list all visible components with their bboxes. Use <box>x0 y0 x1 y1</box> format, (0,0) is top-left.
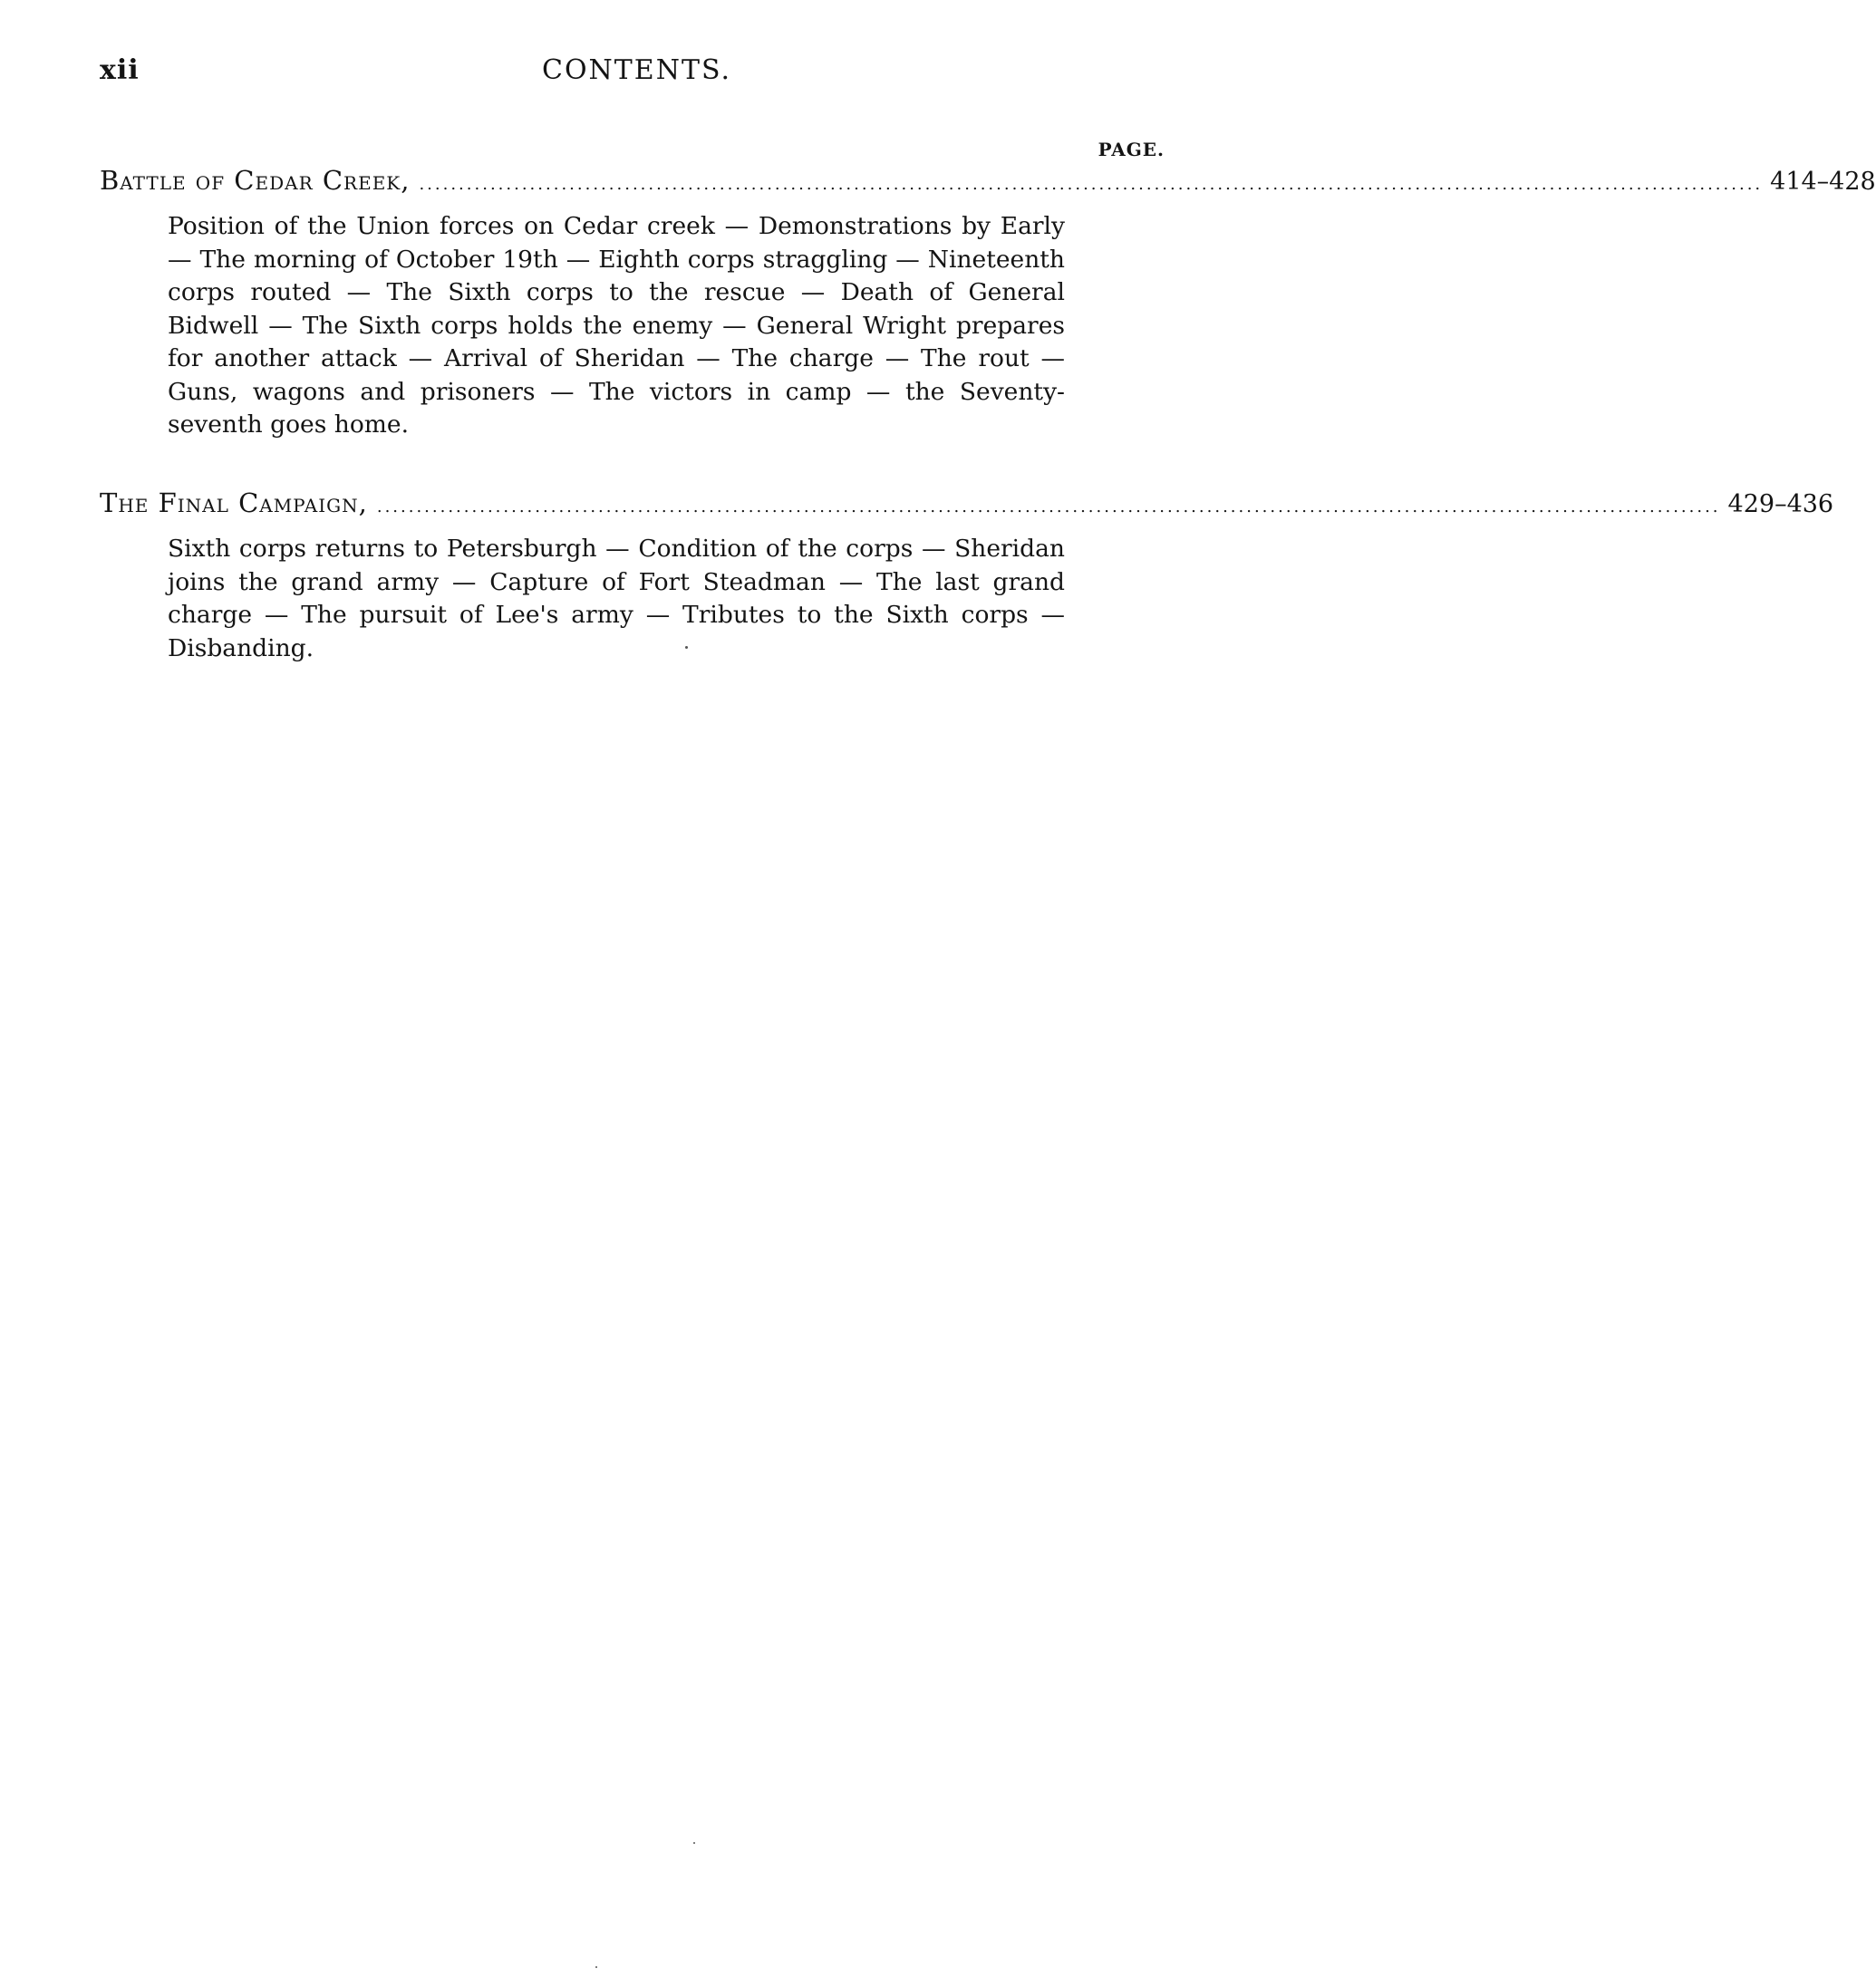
toc-entry-pages: 429–436 <box>1727 490 1834 518</box>
scan-speck <box>595 1966 597 1968</box>
running-head: CONTENTS. <box>542 54 731 86</box>
scan-speck <box>693 1842 695 1844</box>
dot-leader: .......................................................................................................................................................................... <box>419 175 1764 194</box>
toc-entry-heading <box>100 487 1834 518</box>
page-number: xii <box>100 54 140 86</box>
toc-entry-heading <box>100 165 1876 196</box>
toc-entry-title: The Final Campaign, <box>100 487 368 518</box>
toc-entry-title: Battle of Cedar Creek, <box>100 165 411 196</box>
dot-leader: .......................................................................................................................................................................... <box>376 497 1721 516</box>
scan-speck <box>685 646 688 649</box>
toc-entry-summary: Position of the Union forces on Cedar creek — Demonstrations by Early — The morning of October 19th — Eighth corps straggling — Nineteenth corps routed — The Sixth corps to the rescue — Death of General Bidwell — The Sixth corps holds the enemy — General Wright prepares for another attack — Arrival of Sheridan — The charge — The rout — Guns, wagons and prisoners — The victors in camp — the Seventy-seventh goes home. <box>168 212 1065 439</box>
toc-entry-pages: 414–428 <box>1770 168 1876 196</box>
toc-entry-summary: Sixth corps returns to Petersburgh — Condition of the corps — Sheridan joins the grand army — Capture of Fort Steadman — The last grand charge — The pursuit of Lee's army — Tributes to the Sixth corps — Disbanding. <box>168 535 1065 662</box>
page-column-label: PAGE. <box>1098 139 1165 160</box>
